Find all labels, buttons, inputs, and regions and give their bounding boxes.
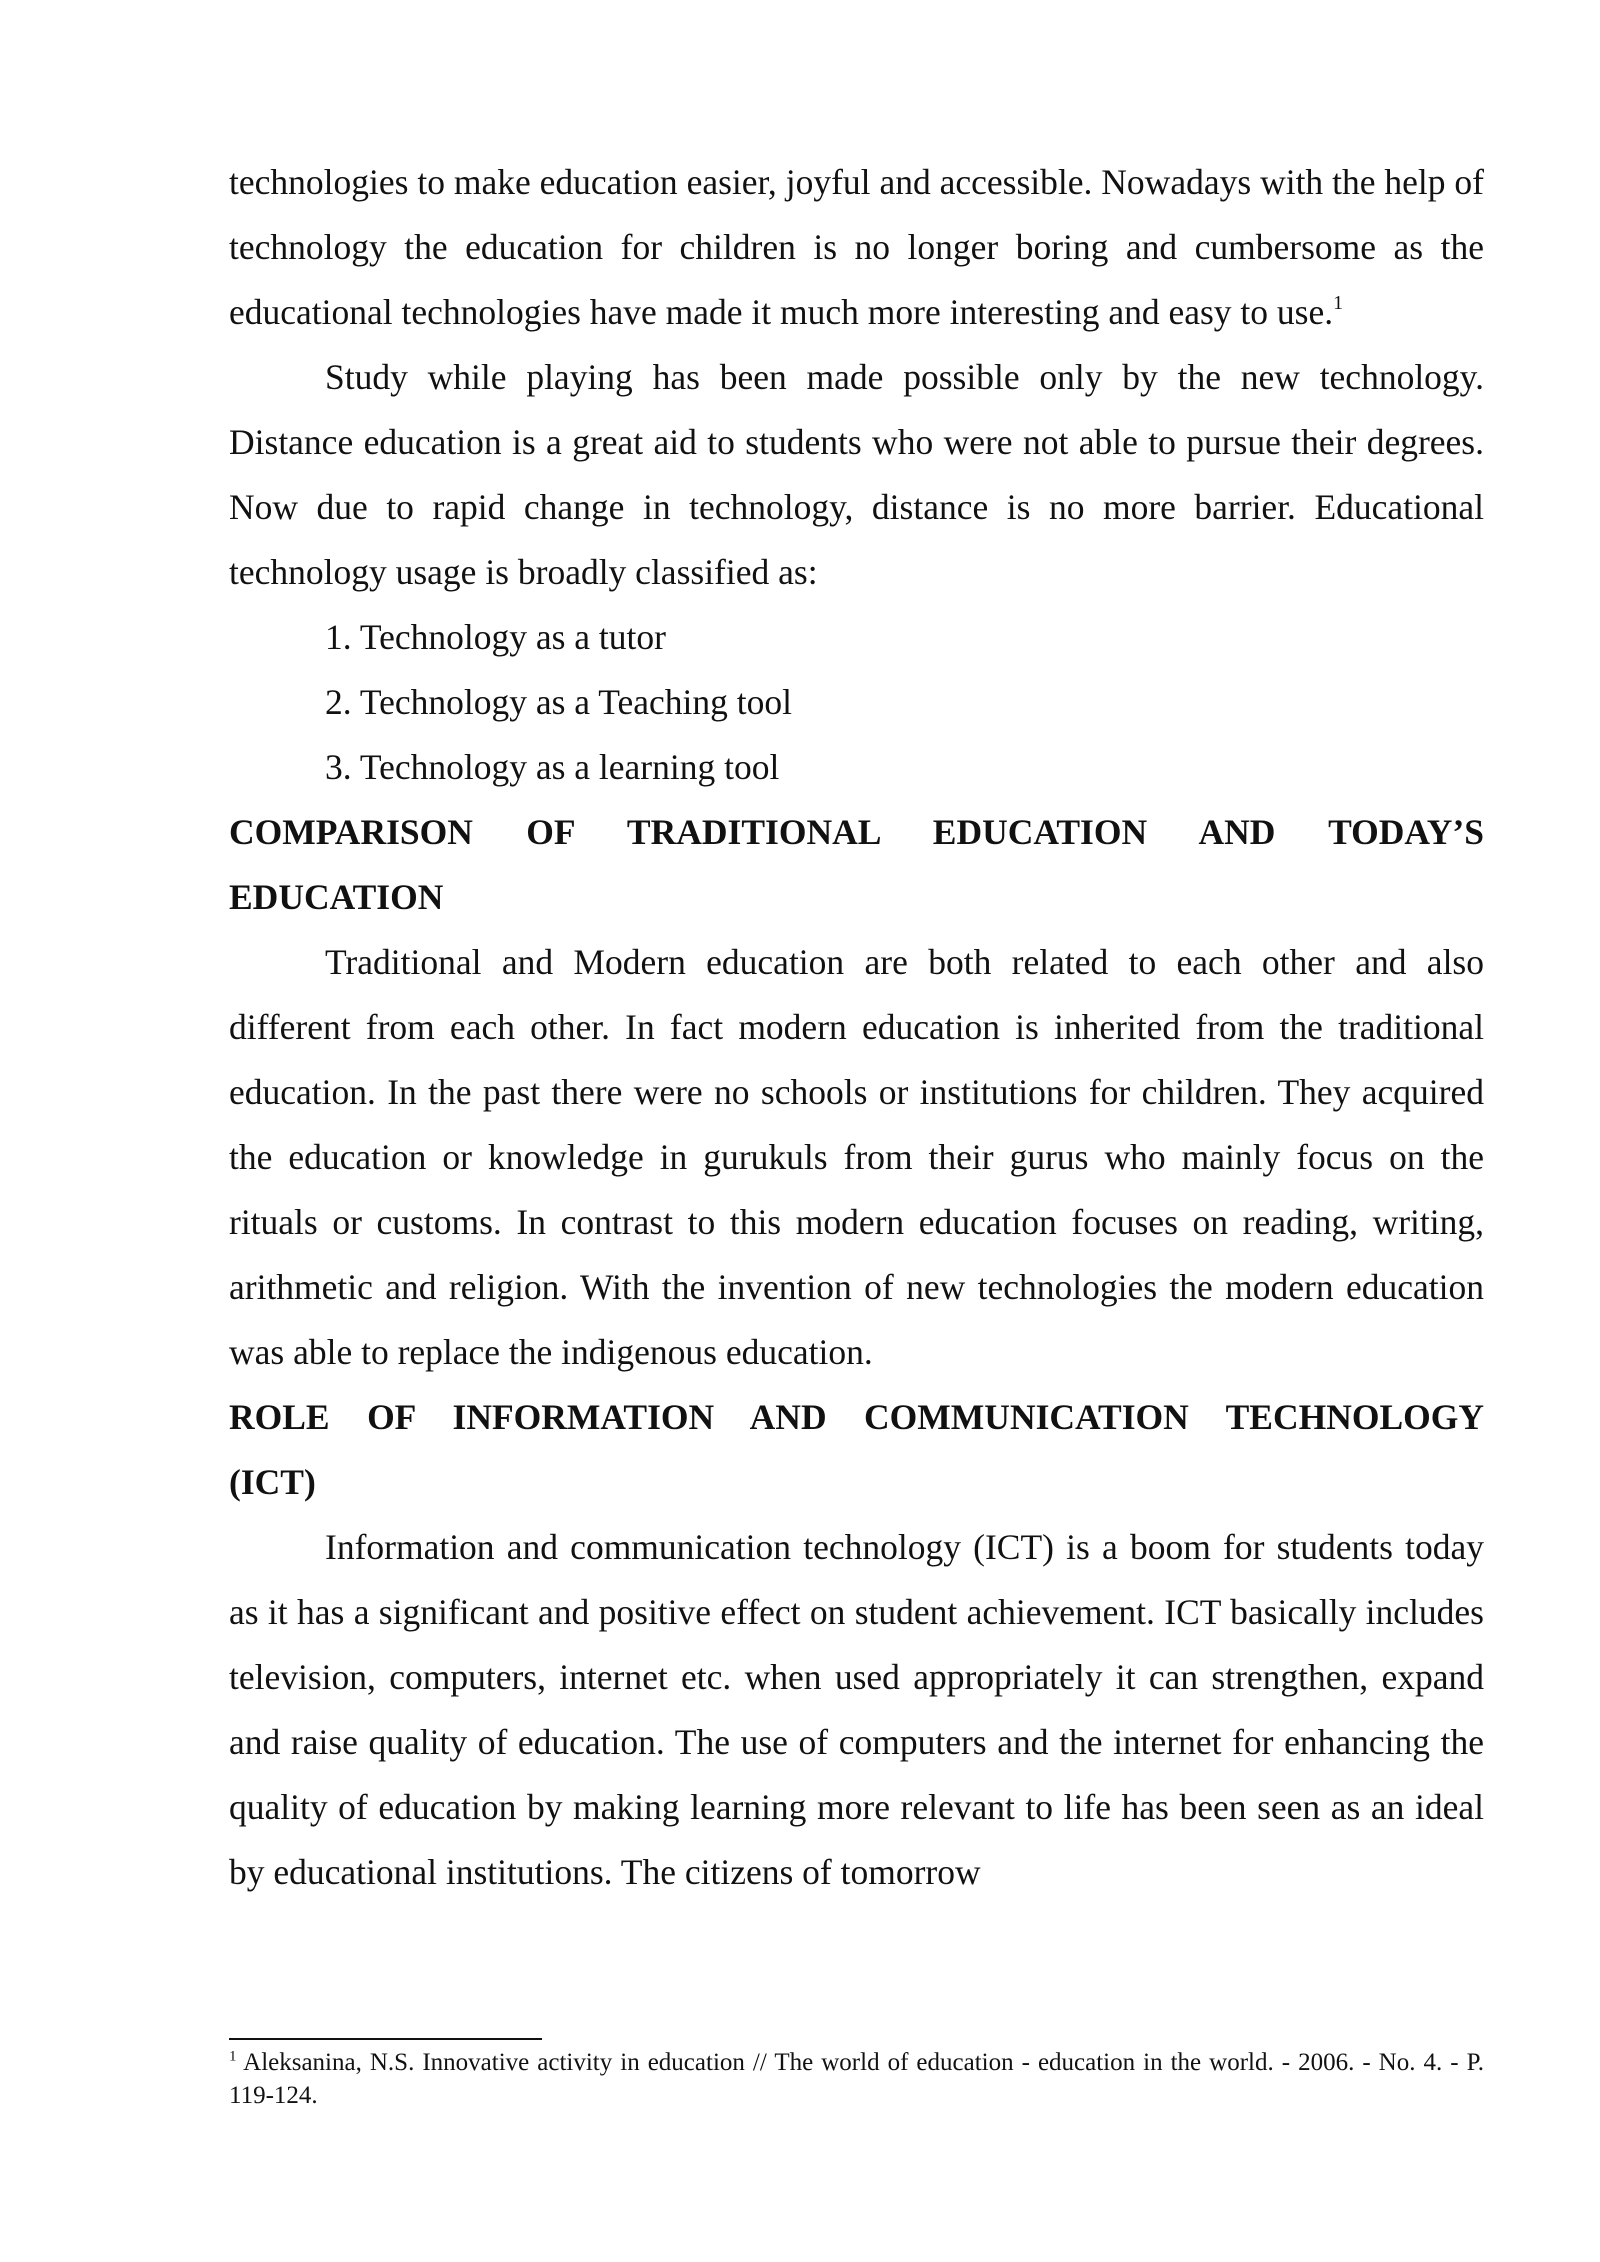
list-item: 2. Technology as a Teaching tool [325,682,792,722]
heading-line: EDUCATION [229,877,444,917]
heading-line: ROLE OF INFORMATION AND COMMUNICATION TECHNOLOGY [229,1397,1484,1437]
footnote [229,2046,1484,2112]
heading-line: COMPARISON OF TRADITIONAL EDUCATION AND TODAY’S [229,812,1484,852]
footnote-reference[interactable]: 1 [1333,292,1344,315]
list-item: 3. Technology as a learning tool [325,747,780,787]
paragraph-4: Information and communication technology (ICT) is a boom for students today as it has a significant and positive effect on student achievement. ICT basically includes television, computers, internet etc. when used appropriately it can strengthen, expand and raise quality of education. The use of computers and the internet for enhancing the quality of education by making learning more relevant to life has been seen as an ideal by educational institutions. The citizens of tomorrow [229,1527,1484,1892]
paragraph-3: Traditional and Modern education are both related to each other and also different from each other. In fact modern education is inherited from the traditional education. In the past there were no schools or institutions for children. They acquired the education or knowledge in gurukuls from their gurus who mainly focus on the rituals or customs. In contrast to this modern education focuses on reading, writing, arithmetic and religion. With the invention of new technologies the modern education was able to replace the indigenous education. [229,942,1484,1372]
section-heading-ict [229,1385,1484,1515]
footnote-separator [229,2038,542,2040]
footnote-number: 1 [229,2048,237,2065]
heading-line: (ICT) [229,1462,316,1502]
section-heading-comparison [229,800,1484,930]
document-body [229,150,1484,1905]
paragraph-1 [229,150,1484,345]
list-item: 1. Technology as a tutor [325,617,666,657]
paragraph-2: Study while playing has been made possible only by the new technology. Distance education is a great aid to students who were not able to pursue their degrees. Now due to rapid change in technology, distance is no more barrier. Educational technology usage is broadly classified as: [229,357,1484,592]
paragraph-1-text: technologies to make education easier, joyful and accessible. Nowadays with the help of technology the education for children is no longer boring and cumbersome as the educational technologies have made it much more interesting and easy to use. [229,162,1484,332]
footnote-text: Aleksanina, N.S. Innovative activity in education // The world of education - education in the world. - 2006. - No. 4. - P. 119-124. [229,2049,1484,2109]
